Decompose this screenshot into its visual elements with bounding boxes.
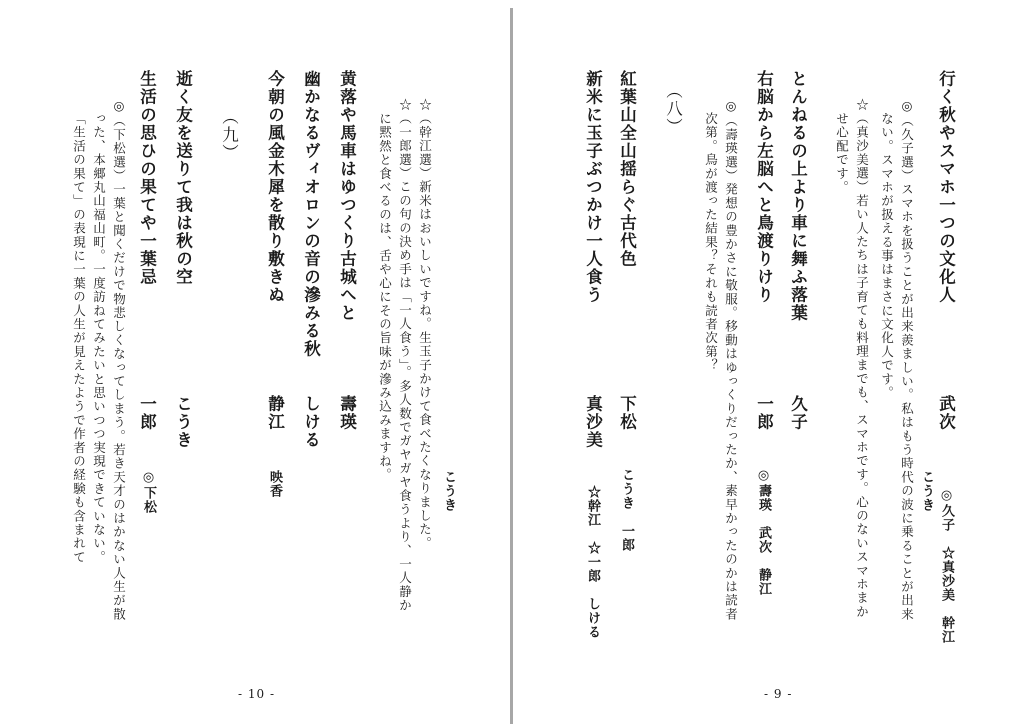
comment-5-line-2: ☆（一郎選）この句の決め手は「一人食う」。多人数でガヤガヤ食うより、一人静か	[397, 98, 413, 613]
haiku-7: 幽かなるヴィオロンの音の滲みる秋	[301, 70, 321, 358]
haiku-3-score: ◎壽瑛 武次 静江	[756, 468, 771, 596]
haiku-6-author: 壽瑛	[337, 395, 357, 431]
haiku-6: 黄落や馬車はゆつくり古城へと	[337, 70, 357, 322]
comment-10-line-1: ◎（下松選）一葉と聞くだけで物悲しくなってしまう。若き天才のはかない人生が散	[111, 98, 127, 622]
haiku-10-author: 一郎	[137, 395, 157, 431]
haiku-2: とんねるの上より車に舞ふ落葉	[788, 70, 808, 322]
comment-5-line-1: ☆（幹江選）新米はおいしいですね。生玉子かけて食べたくなりました。	[417, 98, 433, 551]
haiku-5-score: ☆幹江 ☆一郎 しける	[585, 485, 600, 639]
haiku-1-score: ◎久子 ☆真沙美 幹江	[939, 488, 954, 644]
haiku-8: 今朝の風金木犀を散り敷きぬ	[265, 70, 285, 304]
haiku-2-author: 久子	[788, 395, 808, 431]
haiku-1-author: 武次	[936, 395, 956, 431]
comment-1-line-1: ◎（久子選）スマホを扱うことが出来羨ましい。私はもう時代の波に乗ることが出来	[899, 98, 915, 622]
haiku-4-score: こうき 一郎	[619, 468, 634, 552]
haiku-3: 右脳から左脳へと鳥渡りけり	[754, 70, 774, 304]
haiku-4: 紅葉山全山揺らぐ古代色	[617, 70, 637, 268]
haiku-4-author: 下松	[617, 395, 637, 431]
section-heading-8: （八）	[663, 82, 683, 136]
haiku-10-score: ◎下松	[141, 470, 156, 514]
haiku-8-author: 静江	[265, 395, 285, 431]
section-heading-9: （九）	[219, 108, 239, 162]
comment-1-line-2: ない。スマホが扱える事はまさに文化人です。	[879, 112, 895, 400]
haiku-1: 行く秋やスマホ一つの文化人	[936, 70, 956, 304]
haiku-5: 新米に玉子ぶつかけ一人食う	[583, 70, 603, 304]
haiku-5-author: 真沙美	[583, 395, 603, 449]
page-number: - 10 -	[238, 687, 276, 701]
haiku-8-score: 映香	[267, 470, 282, 498]
page-9	[512, 0, 1024, 724]
comment-10-line-2: った、本郷丸山福山町。一度訪ねてみたいと思いつつ実現できていない。	[91, 112, 107, 565]
haiku-9-author: こうき	[173, 395, 193, 449]
page-number: - 9 -	[764, 687, 793, 701]
comment-1-line-3: ☆（真沙美選）若い人たちは子育ても料理までも、スマホです。心のないスマホまか	[854, 98, 870, 619]
haiku-1-score-2: こうき	[919, 470, 934, 512]
haiku-5-score-carry: こうき	[441, 470, 456, 512]
comment-10-line-3: 「生活の果て」の表現に一葉の人生が見えたようで作者の経験も含まれて	[71, 112, 87, 565]
comment-3-line-1: ◎（壽瑛選）発想の豊かさに敬服。移動はゆっくりだったか、素早かったのかは読者	[723, 98, 739, 622]
comment-1-line-4: せ心配です。	[834, 112, 850, 195]
haiku-7-author: しける	[301, 395, 321, 449]
haiku-3-author: 一郎	[754, 395, 774, 431]
comment-5-line-3: に黙然と食べるのは、舌や心にその旨味が滲み込みますね。	[377, 112, 393, 482]
haiku-10: 生活の思ひの果てや一葉忌	[137, 70, 157, 286]
haiku-9: 逝く友を送りて我は秋の空	[173, 70, 193, 286]
comment-3-line-2: 次第。鳥が渡った結果？それも読者次第？	[703, 112, 719, 373]
